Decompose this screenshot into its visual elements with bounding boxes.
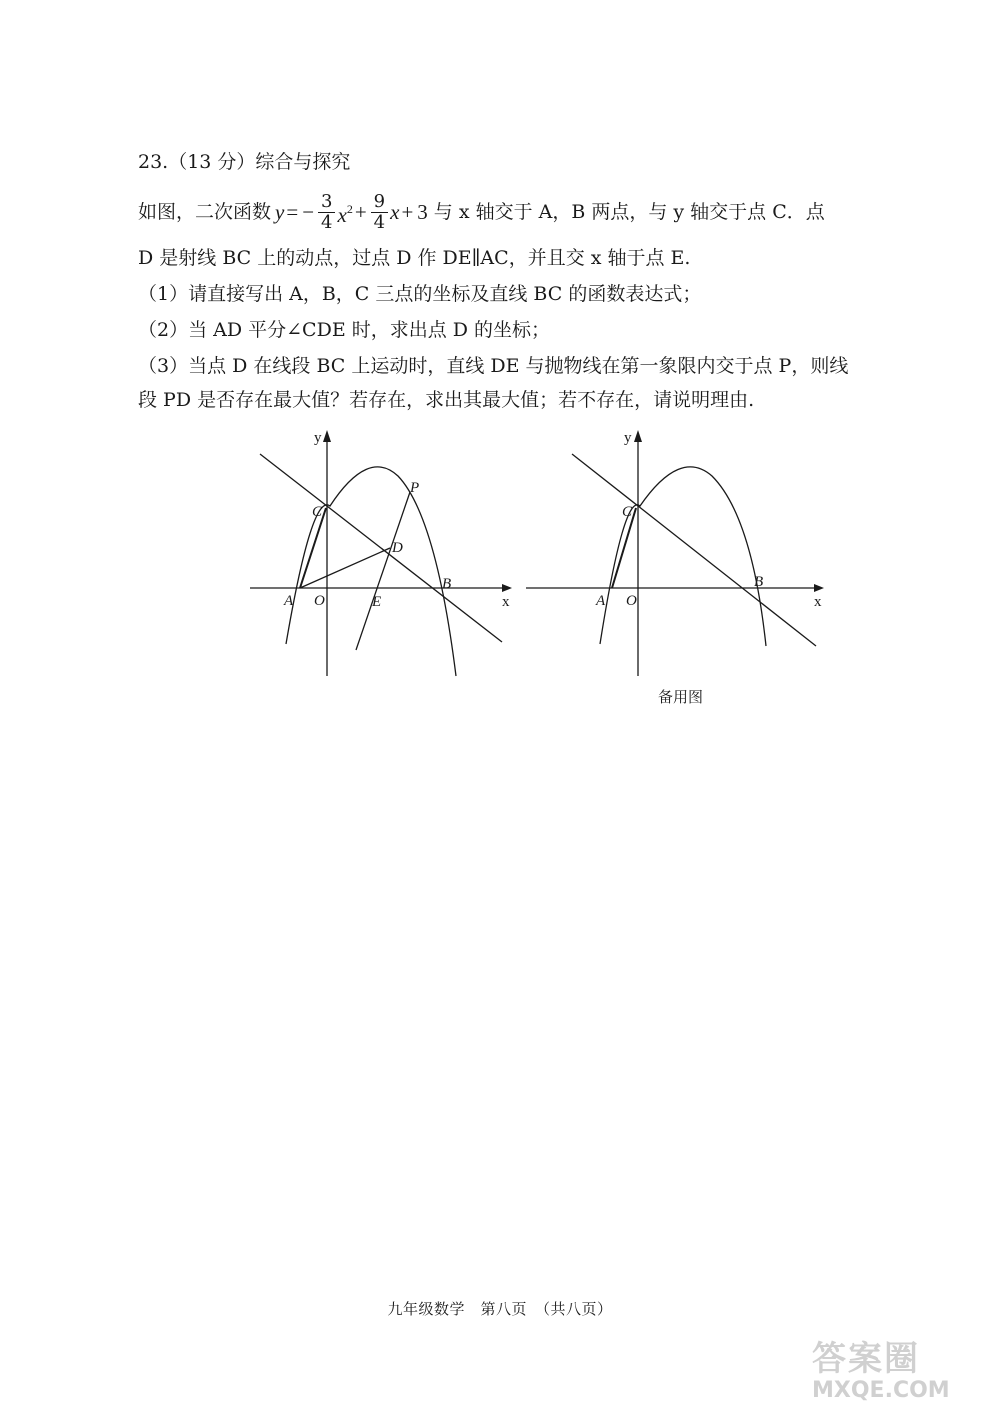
y-axis-arrow-2 [634,430,642,442]
x-axis-arrow-2 [814,584,824,592]
label-a-2: A [596,593,606,609]
eq-x-squared [337,197,352,227]
eq-exponent: 2 [346,202,353,216]
watermark-line1: 答案圈 [812,1339,920,1379]
question-2: （2）当 AD 平分∠CDE 时，求出点 D 的坐标； [138,319,551,341]
fraction-1-numerator: 3 [318,192,335,213]
eq-y: y [275,200,285,224]
label-c-2: C [622,504,633,520]
fraction-1-denominator: 4 [321,211,333,233]
y-axis-arrow [323,430,331,442]
problem-intro-line2: D 是射线 BC 上的动点，过点 D 作 DE∥AC，并且交 x 轴于点 E. [138,247,691,269]
x-axis-arrow [502,584,512,592]
label-b-2: B [754,574,764,590]
label-y: y [314,430,322,446]
eq-x2: x [390,200,400,224]
parabola [286,467,456,676]
problem-intro-line1 [138,190,825,234]
question-3-line2: 段 PD 是否存在最大值？若存在，求出其最大值；若不存在，请说明理由. [138,389,755,411]
fraction-2-denominator: 4 [373,211,386,233]
spare-figure-caption: 备用图 [658,688,704,706]
label-p: P [410,480,420,496]
label-y-2: y [624,430,632,446]
label-x-2: x [814,594,822,610]
watermark-logo [812,1340,990,1406]
intro-suffix: 与 x 轴交于 A，B 两点，与 y 轴交于点 C．点 [433,201,825,223]
line-bc-2 [572,454,816,646]
page-footer: 九年级数学 第八页 （共八页） [387,1300,613,1318]
eq-constant: 3 [417,200,428,224]
label-d: D [392,540,403,556]
fraction-2-numerator: 9 [371,192,388,213]
quadratic-equation [275,192,430,233]
eq-x: x [337,203,347,227]
eq-fraction-1 [318,192,335,233]
eq-equals: = [286,200,299,224]
label-o-2: O [626,593,637,609]
eq-plus: + [354,200,367,224]
eq-plus2: + [401,200,414,224]
eq-fraction-2 [371,192,388,233]
line-bc [260,454,502,642]
label-e: E [372,594,382,610]
figure-main [240,420,530,690]
segment-ad [300,548,390,588]
label-c: C [312,504,323,520]
segment-ac [300,508,326,588]
parabola-2 [600,467,766,646]
label-b: B [442,576,452,592]
line-de [356,492,410,650]
eq-minus: − [302,200,315,224]
figure-spare [520,420,830,690]
segment-ac-2 [612,508,636,588]
problem-title: 23.（13 分）综合与探究 [138,151,351,173]
watermark-line2: MXQE.COM [812,1378,950,1403]
question-3-line1: （3）当点 D 在线段 BC 上运动时，直线 DE 与抛物线在第一象限内交于点 P，则线 [138,355,849,377]
question-1: （1）请直接写出 A，B，C 三点的坐标及直线 BC 的函数表达式； [138,283,702,305]
label-a: A [284,593,294,609]
intro-prefix: 如图，二次函数 [138,201,272,223]
label-x: x [502,594,510,610]
label-o: O [314,593,325,609]
